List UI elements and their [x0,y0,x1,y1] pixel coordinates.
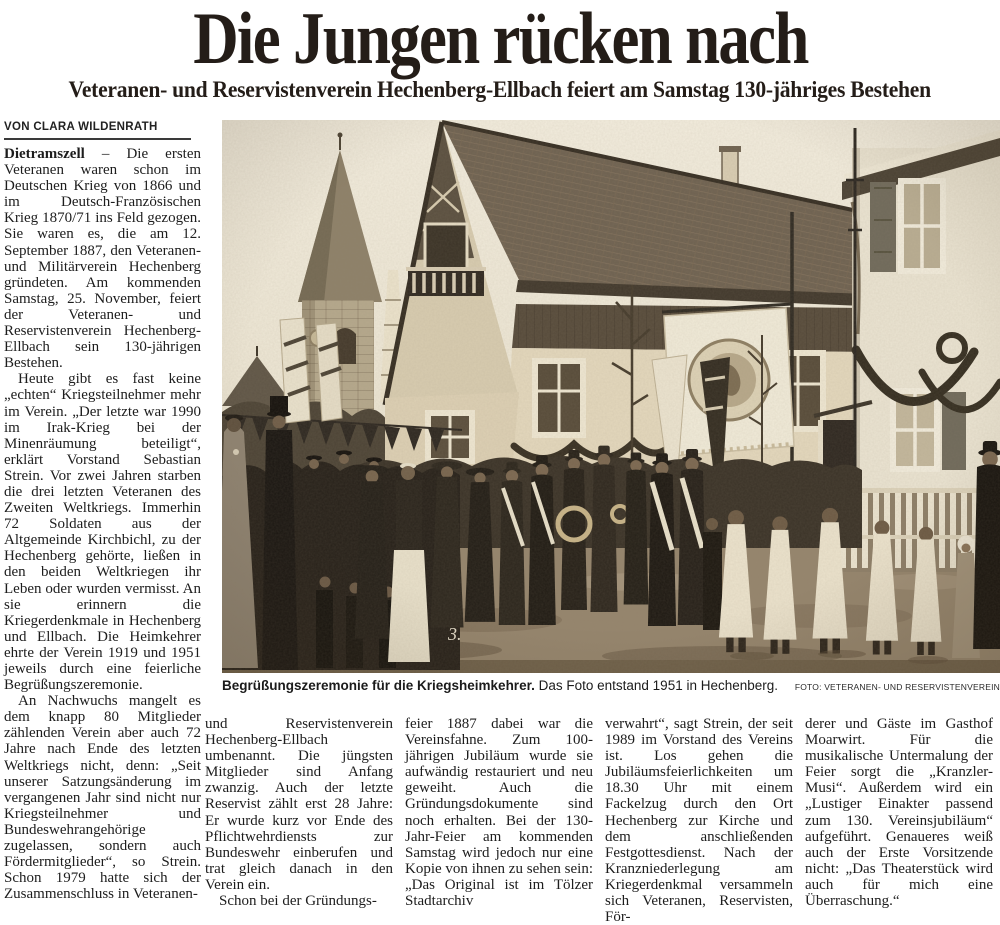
caption-bold: Begrüßungszeremonie für die Kriegsheimkehrer. [222,678,535,693]
paragraph-lead [4,146,201,371]
paragraph: verwahrt“, sagt Strein, der seit 1989 im Vorstand des Vereins ist. Los gehen die Jubiläumsfeierlichkeiten um 18.30 Uhr mit einem Fackelzug durch den Ort Hechenberg zur Kirche und dem anschließenden Festgottesdienst. Nach der Kranzniederlegung am Kriegerdenkmal versammeln sich Veteranen, Reservisten, För- [605,716,793,925]
article-column-4 [605,716,793,925]
subhead-wrap [0,77,1000,104]
paragraph: feier 1887 dabei war die Vereinsfahne. Zum 100-jährigen Jubiläum wurde sie aufwändig restauriert und neu geweiht. Auch die Gründungsdokumente sind noch erhalten. Bei der 130-Jahr-Feier am kommenden Samstag wird jedoch nur eine Kopie von ihnen zu sehen sein: „Das Original ist im Tölzer Stadtarchiv [405,716,593,910]
photo-vignette [222,120,1000,673]
paragraph: Schon bei der Gründungs- [219,893,377,910]
lead-text: – Die ersten Veteranen waren schon im Deutschen Krieg von 1866 und im Deutsch-Französischen Krieg 1870/71 ins Feld gezogen. Sie waren es, die am 12. September 1887, den Veteranen- und Militärverein Hechenberg gründeten. Am kommenden Samstag, 25. November, feiert der Veteranen- und Reservistenverein Hechenberg-Ellbach sein 130-jährigen Bestehen. [4,146,201,372]
paragraph: und Reservistenverein Hechenberg-Ellbach umbenannt. Die jüngsten Mitglieder sind Anfang zwanzig. Auch der letzte Reservist zählt erst 28 Jahre: Er wurde kurz vor Ende des Pflichtwehrdiensts zur Bundeswehr einberufen und trat gleich danach in den Verein ein. [205,716,393,893]
historical-photo-illustration [222,120,1000,673]
paragraph: Heute gibt es fast keine „echten“ Kriegsteilnehmer mehr im Verein. „Der letzte war 1990 im Irak-Krieg bei der Minenräumung beteiligt“, erklärt Vorstand Sebastian Strein. Vor zwei Jahren starben die drei letzten Veteranen des Zweiten Weltkriegs. Immerhin 72 Soldaten aus der Altgemeinde Kirchbichl, zu der Hechenberg gehörte, ließen in den beiden Weltkriegen ihr Leben oder wurden vermisst. An sie erinnern die Kriegerdenkmale in Hechenberg und Ellbach. Die Heimkehrer ehrte der Verein 1919 und 1951 jeweils durch eine feierliche Begrüßungszeremonie. [4,371,201,694]
article-column-2 [205,716,393,909]
masthead [0,0,1000,78]
photo-credit: FOTO: VETERANEN- UND RESERVISTENVEREIN [794,682,1000,692]
caption-text: Das Foto entstand 1951 in Hechenberg. [538,678,779,693]
article-photo [222,120,1000,673]
photo-caption [222,678,1000,693]
paragraph: An Nachwuchs mangelt es dem knapp 80 Mitglieder zählenden Verein aber auch 72 Jahre nach Ende des letzten Weltkriegs nicht, denn: „Seit unserer Satzungsänderung im vergangenen Jahr sind nicht nur Kriegsteilnehmer und Bundeswehrangehörige zugelassen, sondern auch Fördermitglieder“, so Strein. Schon 1979 hatte sich der Zusammenschluss in Veteranen- [4,693,201,903]
byline-rule [4,138,191,140]
article-column-5 [805,716,993,909]
paragraph: derer und Gäste im Gasthof Moarwirt. Für die musikalische Untermalung der Feier sorgt die „Kranzler-Musi“. Außerdem wird ein „Lustiger Einakter passend zum 130. Vereinsjubiläum“ aufgeführt. Genaueres weiß auch der Erste Vorsitzende nicht: „Das Theaterstück wird auch für mich eine Überraschung.“ [805,716,993,910]
dateline: Dietramszell [4,146,85,162]
article-subhead: Veteranen- und Reservistenverein Hechenberg-Ellbach feiert am Samstag 130-jähriges Bestehen [68,77,932,103]
article-column-1 [4,146,201,902]
byline: VON CLARA WILDENRATH [4,121,158,133]
page-title: Die Jungen rücken nach [192,0,808,80]
article-column-3 [405,716,593,909]
